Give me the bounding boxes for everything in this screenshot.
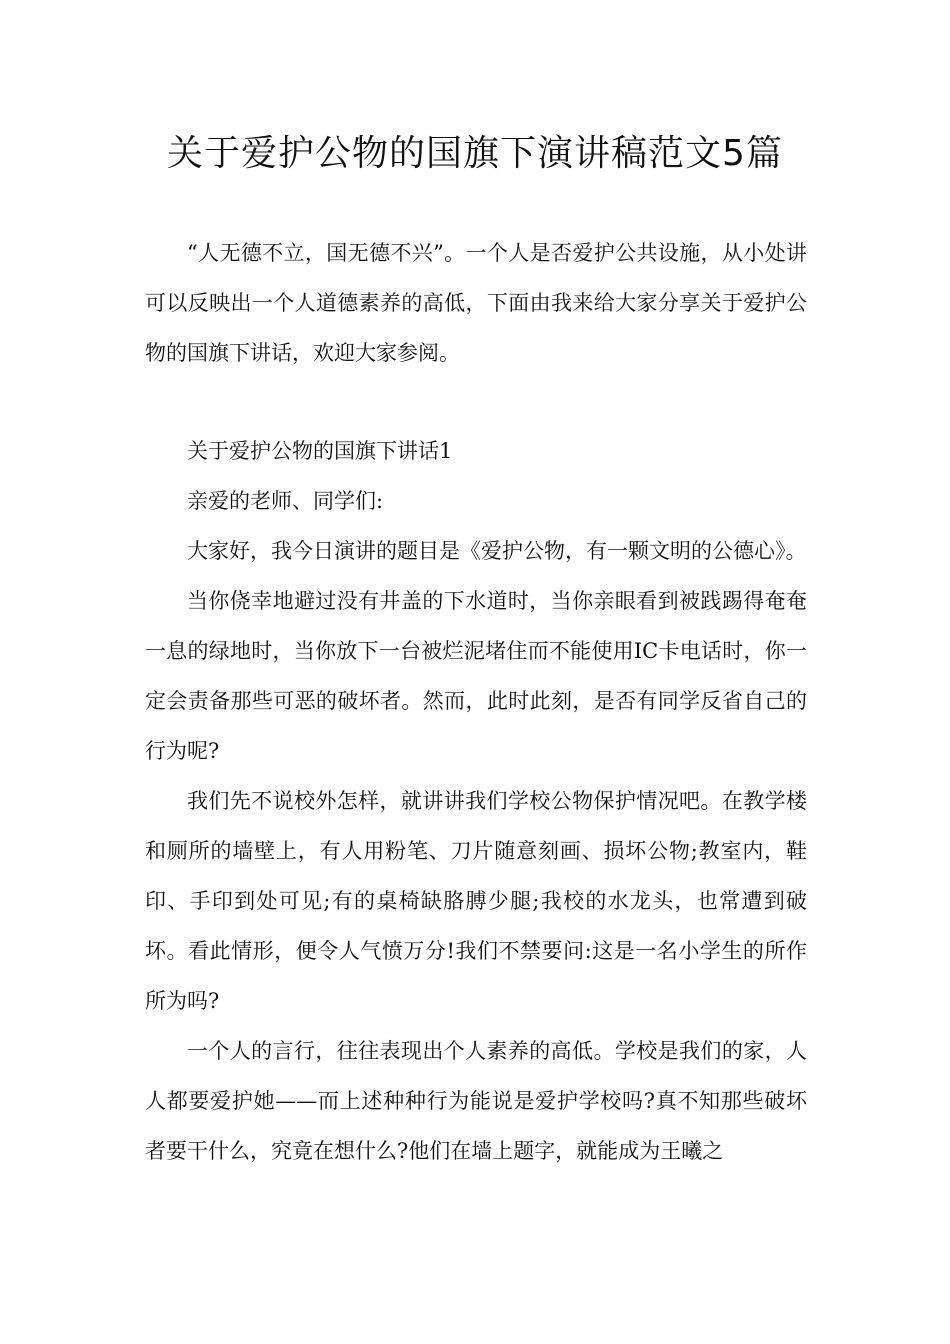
document-title: 关于爱护公物的国旗下演讲稿范文5篇 xyxy=(167,133,783,174)
section-spacer xyxy=(145,378,807,426)
document-body xyxy=(145,228,807,1176)
body-paragraph: 我们先不说校外怎样，就讲讲我们学校公物保护情况吧。在教学楼和厕所的墙壁上，有人用粉笔、刀片随意刻画、损坏公物;教室内，鞋印、手印到处可见;有的桌椅缺胳膊少腿;我校的水龙头，也常遭到破坏。看此情形，便令人气愤万分!我们不禁要问:这是一名小学生的所作所为吗? xyxy=(145,789,807,1013)
body-paragraph: 当你侥幸地避过没有井盖的下水道时，当你亲眼看到被践踢得奄奄一息的绿地时，当你放下一台被烂泥堵住而不能使用IC卡电话时，你一定会责备那些可恶的破坏者。然而，此时此刻，是否有同学反省自己的行为呢? xyxy=(145,589,807,763)
section-heading: 关于爱护公物的国旗下讲话1 xyxy=(187,439,453,463)
body-paragraph: 大家好，我今日演讲的题目是《爱护公物，有一颗文明的公德心》。 xyxy=(187,539,807,563)
salutation: 亲爱的老师、同学们: xyxy=(187,489,384,513)
body-paragraph: 一个人的言行，往往表现出个人素养的高低。学校是我们的家，人人都要爱护她——而上述种种行为能说是爱护学校吗?真不知那些破坏者要干什么，究竟在想什么?他们在墙上题字，就能成为王曦之 xyxy=(145,1039,807,1163)
intro-paragraph: “人无德不立，国无德不兴”。一个人是否爱护公共设施，从小处讲可以反映出一个人道德素养的高低，下面由我来给大家分享关于爱护公物的国旗下讲话，欢迎大家参阅。 xyxy=(145,241,807,365)
